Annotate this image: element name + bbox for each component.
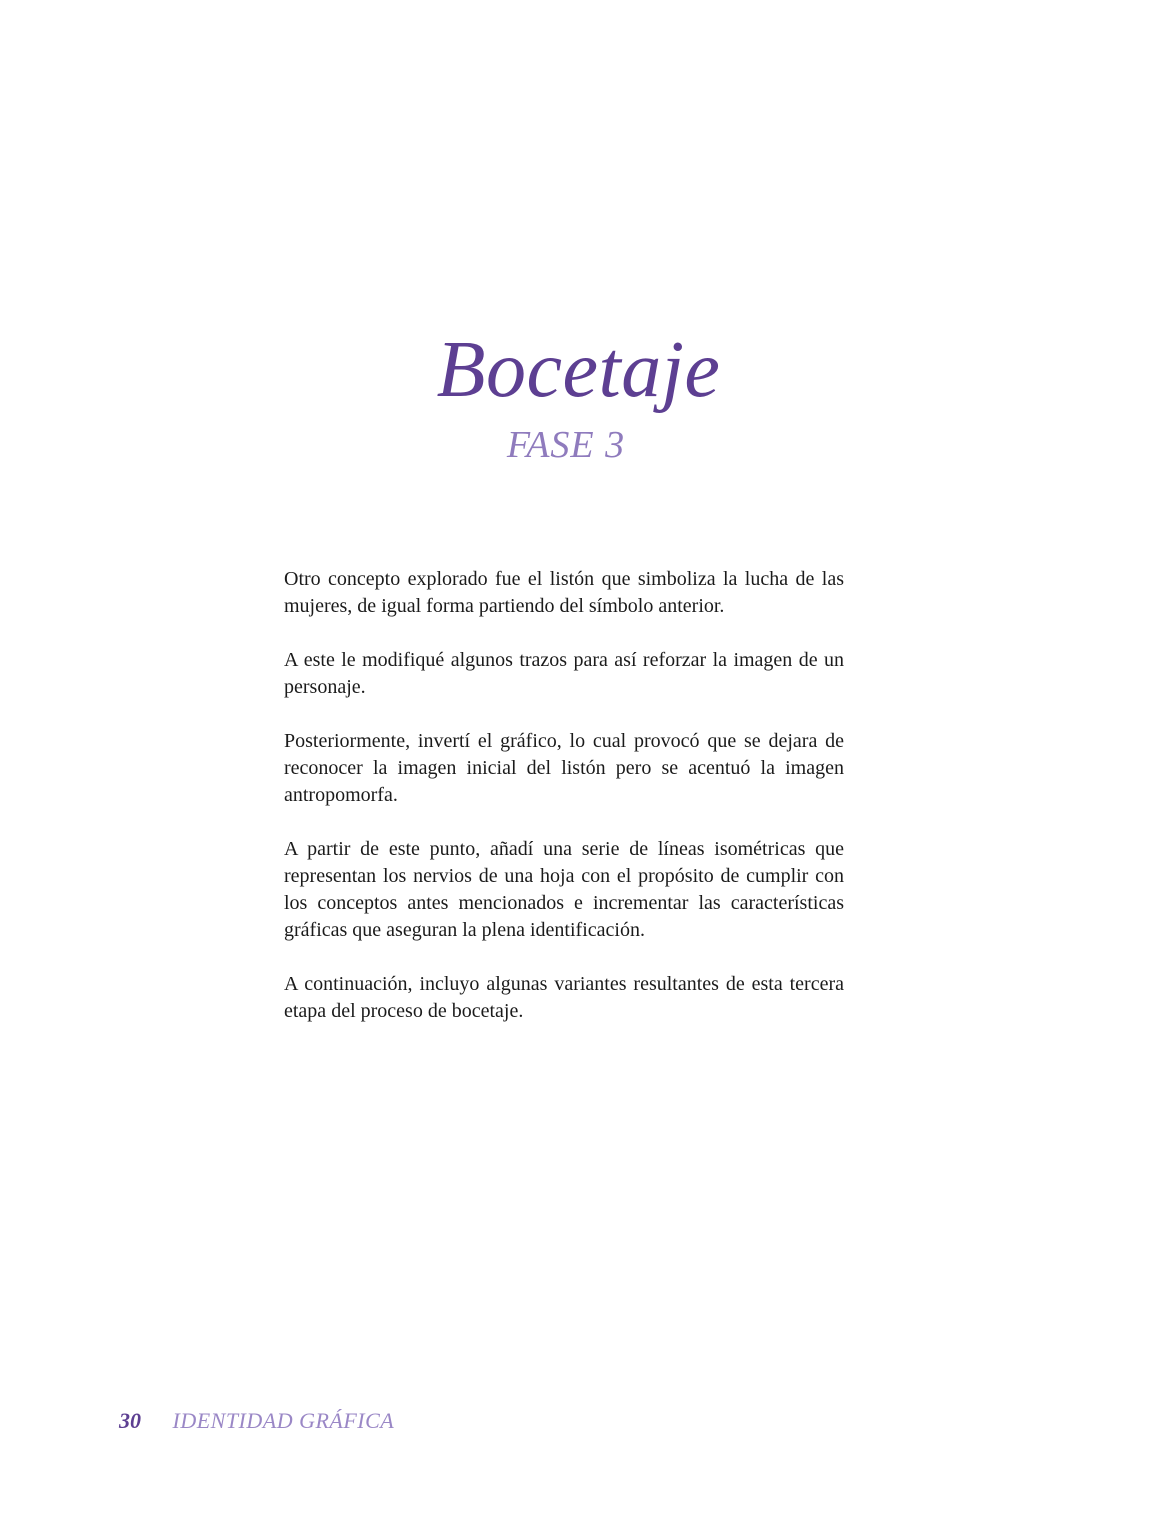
paragraph: A partir de este punto, añadí una serie de líneas isométricas que representan los nervios de una hoja con el propósito de cumplir con los conceptos antes mencionados e incrementar las características gráficas que aseguran la plena identificación. — [284, 838, 844, 941]
paragraph: A continuación, incluyo algunas variantes resultantes de esta tercera etapa del proceso de bocetaje. — [284, 973, 844, 1022]
paragraph: Otro concepto explorado fue el listón que simboliza la lucha de las mujeres, de igual forma partiendo del símbolo anterior. — [284, 568, 844, 617]
page-title: Bocetaje — [436, 326, 721, 414]
section-name: IDENTIDAD GRÁFICA — [172, 1408, 395, 1433]
paragraph: A este le modifiqué algunos trazos para así reforzar la imagen de un personaje. — [284, 649, 844, 698]
page-subtitle: FASE 3 — [506, 424, 626, 466]
page-number: 30 — [119, 1408, 141, 1433]
paragraph: Posteriormente, invertí el gráfico, lo cual provocó que se dejara de reconocer la imagen inicial del listón pero se acentuó la imagen antropomorfa. — [284, 730, 844, 806]
page-footer — [119, 1406, 394, 1436]
body-text — [284, 566, 844, 1052]
